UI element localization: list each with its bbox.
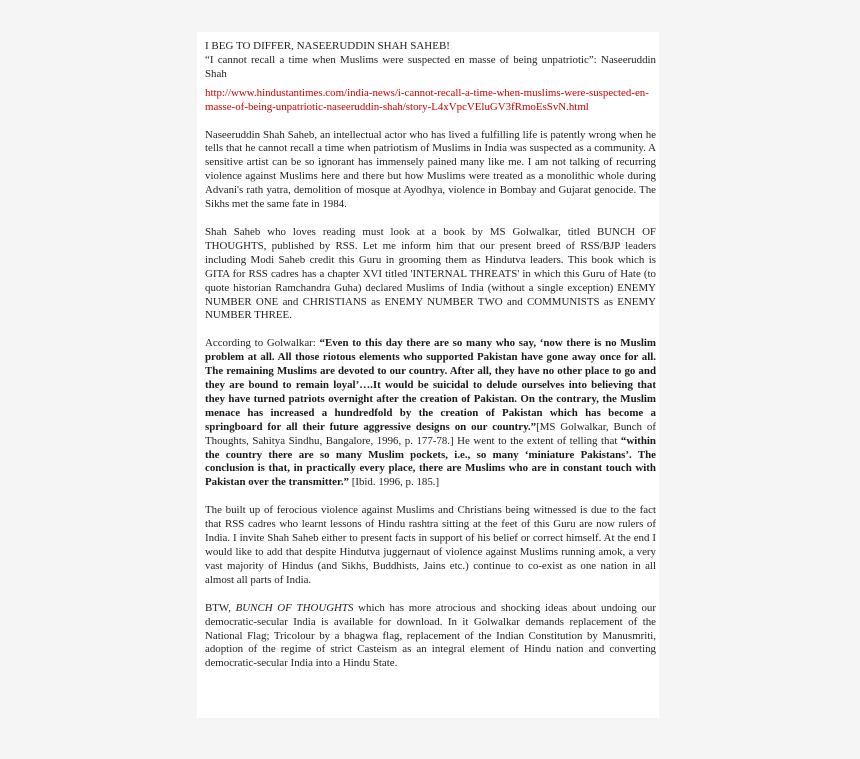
document-page [197,32,659,718]
document-title: I BEG TO DIFFER, NASEERUDDIN SHAH SAHEB! [205,40,450,52]
paragraph-4: The built up of ferocious violence against Muslims and Christians being witnessed is due to the fact that RSS cadres who learnt lessons of Hindu rashtra sitting at the feet of this Guru are now rulers of India. I invite Shah Saheb either to present facts in support of his belief or correct himself. At the end I would like to add that despite Hindutva juggernaut of violence against Muslims running amok, a very vast majority of Hindus (and Sikhs, Buddhists, Jains etc.) continue to co-exist as one nation in all almost all parts of India. [205,504,656,586]
golwalkar-quote-2: “within the country there are so many Muslim pockets, i.e., so many ‘miniature Pakistans’. The conclusion is that, in practically every place, there are Muslims who are in constant touch with Pakistan over the transmitter.” [205,434,656,489]
paragraph-2: Shah Saheb who loves reading must look at a book by MS Golwalkar, titled BUNCH OF THOUGHTS, published by RSS. Let me inform him that our present breed of RSS/BJP leaders including Modi Saheb credit this Guru in grooming them as Hindutva leaders. This book which is GITA for RSS cadres has a chapter XVI titled 'INTERNAL THREATS' in which this Guru of Hate (to quote historian Ramchandra Guha) declared Muslims of India (without a single exception) ENEMY NUMBER ONE and CHRISTIANS as ENEMY NUMBER TWO and COMMUNISTS as ENEMY NUMBER THREE. [205,225,656,322]
paragraph-5-rest: which has more atrocious and shocking ideas about undoing our democratic-secular India is available for download. In it Golwalkar demands replacement of the National Flag; Tricolour by a bhagwa flag, replacement of the Indian Constitution by Manusmriti, adoption of the regime of strict Casteism as an integral element of Hindu nation and converting democratic-secular India into a Hindu State. [205,601,657,670]
book-title: BUNCH OF THOUGHTS [235,601,354,614]
paragraph-3 [205,337,656,490]
paragraph-5-intro: BTW, [205,601,236,614]
paragraph-3-intro: According to Golwalkar: [205,337,320,350]
paragraph-5 [205,602,656,672]
paragraph-3-end: [Ibid. 1996, p. 185.] [348,476,440,489]
paragraph-3-citation: [MS Golwalkar, Bunch of Thoughts, Sahitya Sindhu, Bangalore, 1996, p. 177-78.] He went to the extent of telling that [205,420,656,447]
paragraph-1: Naseeruddin Shah Saheb, an intellectual actor who has lived a fulfilling life is patently wrong when he tells that he cannot recall a time when patriotism of Muslims in India was suspected as a community. A sensitive artist can be so ignorant has immensely pained many like me. I am not talking of recurring violence against Muslims here and there but how Muslims were treated as a monolithic whole during Advani's rath yatra, demolition of mosque at Ayodhya, violence in Bombay and Gujarat genocide. The Sikhs met the same fate in 1984. [205,128,656,211]
source-link[interactable]: http://www.hindustantimes.com/india-news/i-cannot-recall-a-time-when-muslims-were-suspected-en-masse-of-being-unpatriotic-naseeruddin-shah/story-L4xVpcVEluGV3fRmoEsSvN.html [205,86,649,113]
golwalkar-quote-1: “Even to this day there are so many who say, ‘now there is no Muslim problem at all. All those riotous elements who supported Pakistan have gone away once for all. The remaining Muslims are devoted to our country. After all, they have no other place to go and they are bound to remain loyal’….It would be suicidal to delude ourselves into believing that they have turned patriots overnight after the creation of Pakistan. On the contrary, the Muslim menace has increased a hundredfold by the creation of Pakistan which has become a springboard for all their future aggressive designs on our country.” [205,337,656,433]
opening-quote: “I cannot recall a time when Muslims were suspected en masse of being unpatriotic”: Naseeruddin Shah [205,53,656,80]
